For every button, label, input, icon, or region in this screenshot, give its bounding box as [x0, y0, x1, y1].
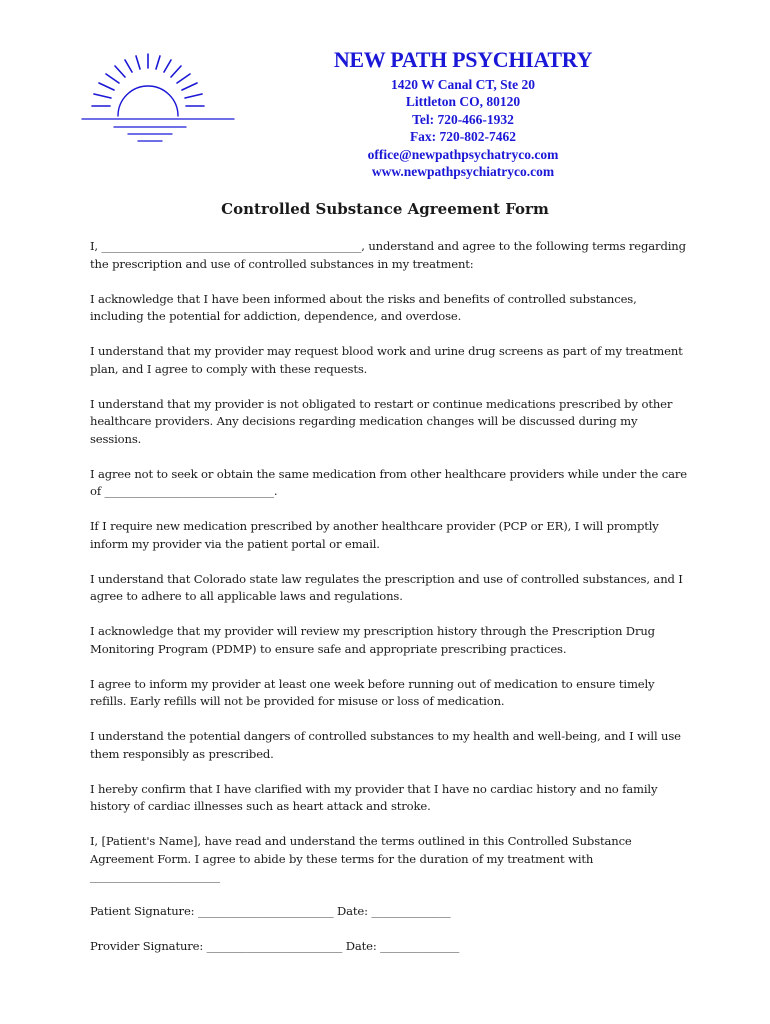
- paragraph-state-law: I understand that Colorado state law regulates the prescription and use of controlled substances, and I agree to adhere to all applicable laws and regulations.: [90, 571, 683, 603]
- organization-header: [320, 44, 606, 180]
- paragraph-refills: I agree to inform my provider at least one week before running out of medication to ensure timely refills. Early refills will not be provided for misuse or loss of medication.: [90, 676, 655, 708]
- patient-signature-line: Patient Signature: ________________________ Date: ______________: [90, 904, 451, 918]
- paragraph-risks: I acknowledge that I have been informed about the risks and benefits of controlled substances, including the potential for addiction, dependence, and overdose.: [90, 291, 637, 323]
- paragraph-cardiac: I hereby confirm that I have clarified with my provider that I have no cardiac history and no family history of cardiac illnesses such as heart attack and stroke.: [90, 781, 658, 813]
- sunrise-logo-icon: [78, 50, 238, 150]
- provider-signature-line: Provider Signature: ________________________ Date: ______________: [90, 939, 460, 953]
- paragraph-intro: I, ______________________________________________, understand and agree to the following terms regarding the prescription and use of controlled substances in my treatment:: [90, 239, 686, 271]
- form-title: Controlled Substance Agreement Form: [221, 200, 549, 218]
- address-line-2: Littleton CO, 80120: [405, 94, 521, 110]
- paragraph-same-medication: I agree not to seek or obtain the same medication from other healthcare providers while under the care of ______________________________.: [90, 466, 687, 498]
- website: www.newpathpsychiatryco.com: [371, 164, 555, 180]
- paragraph-new-medication: If I require new medication prescribed by another healthcare provider (PCP or ER), I will promptly inform my provider via the patient portal or email.: [90, 519, 659, 551]
- paragraph-pdmp: I acknowledge that my provider will review my prescription history through the Prescription Drug Monitoring Program (PDMP) to ensure safe and appropriate prescribing practices.: [90, 624, 655, 656]
- paragraph-drug-screens: I understand that my provider may request blood work and urine drug screens as part of my treatment plan, and I agree to comply with these requests.: [90, 344, 683, 376]
- fax: Fax: 720-802-7462: [409, 129, 517, 145]
- paragraph-dangers: I understand the potential dangers of controlled substances to my health and well-being, and I will use them responsibly as prescribed.: [90, 729, 681, 761]
- telephone: Tel: 720-466-1932: [412, 111, 514, 127]
- paragraph-other-providers: I understand that my provider is not obligated to restart or continue medications prescribed by other healthcare providers. Any decisions regarding medication changes will be discussed during my sessions.: [90, 396, 673, 446]
- email-address: office@newpathpsychatryco.com: [367, 146, 559, 162]
- org-name: NEW PATH PSYCHIATRY: [333, 47, 593, 72]
- paragraph-confirmation: I, [Patient's Name], have read and understand the terms outlined in this Controlled Substance Agreement Form. I agree to abide by these terms for the duration of my treatment with _______________________: [90, 834, 632, 883]
- form-body: [90, 238, 690, 973]
- address-line-1: 1420 W Canal CT, Ste 20: [390, 77, 536, 92]
